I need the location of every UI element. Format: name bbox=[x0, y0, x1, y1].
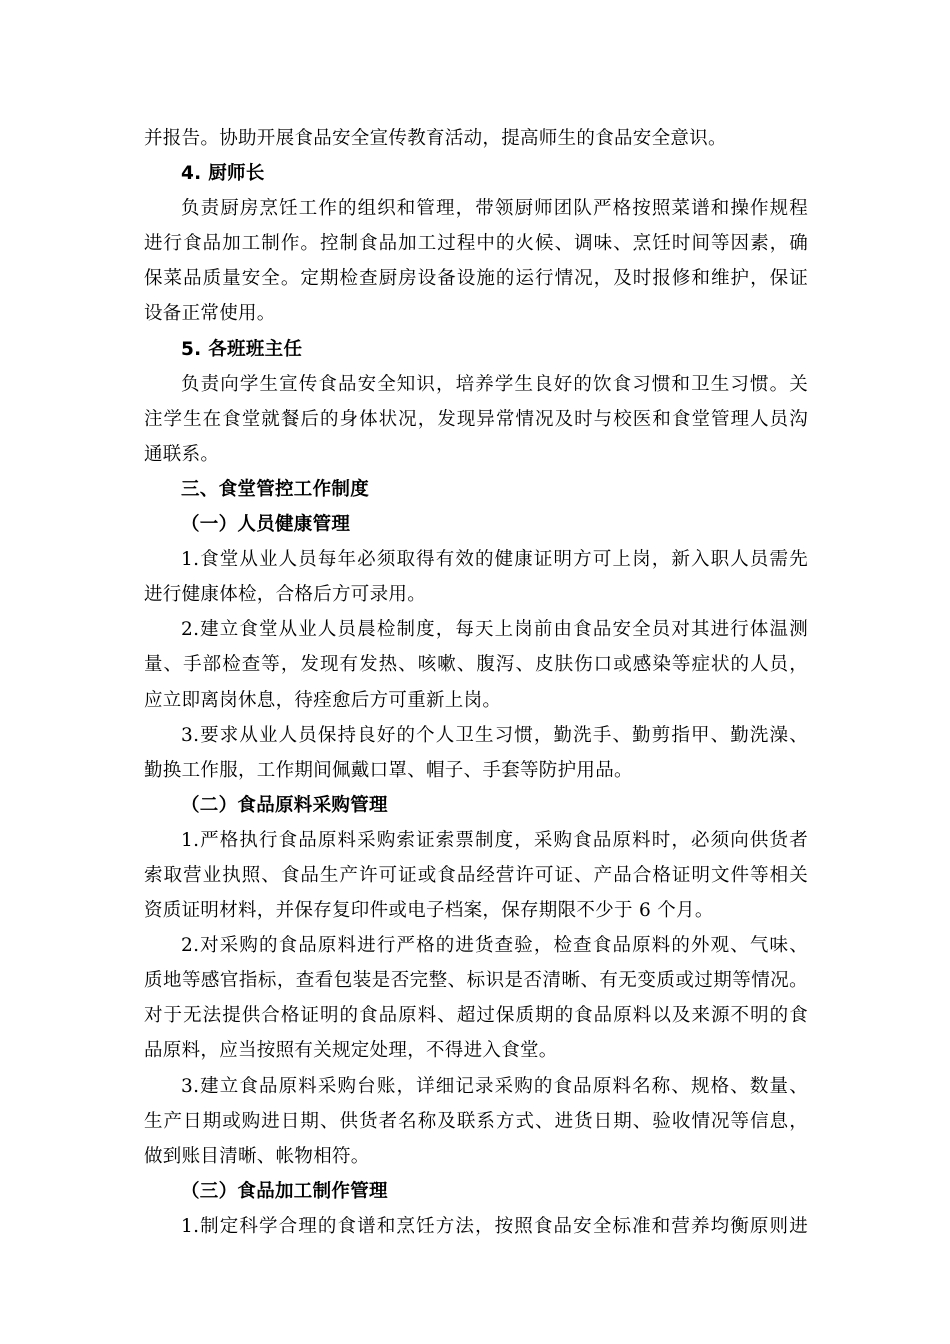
section-heading: （一）人员健康管理 bbox=[181, 514, 351, 536]
paragraph-line: 2.对采购的食品原料进行严格的进货查验，检查食品原料的外观、气味、 bbox=[181, 935, 808, 957]
paragraph-line: 注学生在食堂就餐后的身体状况，发现异常情况及时与校医和食堂管理人员沟 bbox=[144, 408, 808, 430]
section-heading: 4. 厨师长 bbox=[181, 163, 265, 185]
paragraph-line: 资质证明材料，并保存复印件或电子档案，保存期限不少于 6 个月。 bbox=[144, 900, 714, 922]
paragraph-line: 1.严格执行食品原料采购索证索票制度，采购食品原料时，必须向供货者 bbox=[181, 829, 808, 851]
paragraph-line: 对于无法提供合格证明的食品原料、超过保质期的食品原料以及来源不明的食 bbox=[144, 1005, 808, 1027]
paragraph-line: 进行食品加工制作。控制食品加工过程中的火候、调味、烹饪时间等因素，确 bbox=[144, 233, 808, 255]
paragraph-line: 质地等感官指标，查看包装是否完整、标识是否清晰、有无变质或过期等情况。 bbox=[144, 970, 808, 992]
paragraph-line: 生产日期或购进日期、供货者名称及联系方式、进货日期、验收情况等信息， bbox=[144, 1110, 808, 1132]
paragraph-line: 进行健康体检，合格后方可录用。 bbox=[144, 584, 427, 606]
paragraph-line: 3.建立食品原料采购台账，详细记录采购的食品原料名称、规格、数量、 bbox=[181, 1075, 808, 1097]
paragraph-line: 1.制定科学合理的食谱和烹饪方法，按照食品安全标准和营养均衡原则进 bbox=[181, 1215, 808, 1237]
paragraph-line: 并报告。协助开展食品安全宣传教育活动，提高师生的食品安全意识。 bbox=[144, 128, 727, 149]
paragraph-line: 负责向学生宣传食品安全知识，培养学生良好的饮食习惯和卫生习惯。关 bbox=[181, 373, 808, 395]
paragraph-line: 负责厨房烹饪工作的组织和管理，带领厨师团队严格按照菜谱和操作规程 bbox=[181, 198, 808, 220]
paragraph-line: 通联系。 bbox=[144, 443, 220, 465]
section-heading: 5. 各班班主任 bbox=[181, 338, 303, 360]
paragraph-line: 保菜品质量安全。定期检查厨房设备设施的运行情况，及时报修和维护，保证 bbox=[144, 268, 808, 290]
paragraph-line: 设备正常使用。 bbox=[144, 303, 276, 325]
paragraph-line: 应立即离岗休息，待痊愈后方可重新上岗。 bbox=[144, 689, 502, 711]
section-heading: （三）食品加工制作管理 bbox=[181, 1180, 388, 1202]
paragraph-line: 品原料，应当按照有关规定处理，不得进入食堂。 bbox=[144, 1040, 558, 1062]
paragraph-line: 勤换工作服，工作期间佩戴口罩、帽子、手套等防护用品。 bbox=[144, 759, 633, 781]
paragraph-line: 做到账目清晰、帐物相符。 bbox=[144, 1145, 370, 1167]
section-heading: 三、食堂管控工作制度 bbox=[181, 478, 370, 500]
document-body bbox=[144, 121, 808, 1244]
paragraph-line: 索取营业执照、食品生产许可证或食品经营许可证、产品合格证明文件等相关 bbox=[144, 864, 808, 886]
paragraph-line: 2.建立食堂从业人员晨检制度，每天上岗前由食品安全员对其进行体温测 bbox=[181, 619, 808, 641]
section-heading: （二）食品原料采购管理 bbox=[181, 794, 388, 816]
paragraph-line: 3.要求从业人员保持良好的个人卫生习惯，勤洗手、勤剪指甲、勤洗澡、 bbox=[181, 724, 808, 746]
paragraph-line: 量、手部检查等，发现有发热、咳嗽、腹泻、皮肤伤口或感染等症状的人员， bbox=[144, 654, 808, 676]
paragraph-line: 1.食堂从业人员每年必须取得有效的健康证明方可上岗，新入职人员需先 bbox=[181, 549, 808, 571]
